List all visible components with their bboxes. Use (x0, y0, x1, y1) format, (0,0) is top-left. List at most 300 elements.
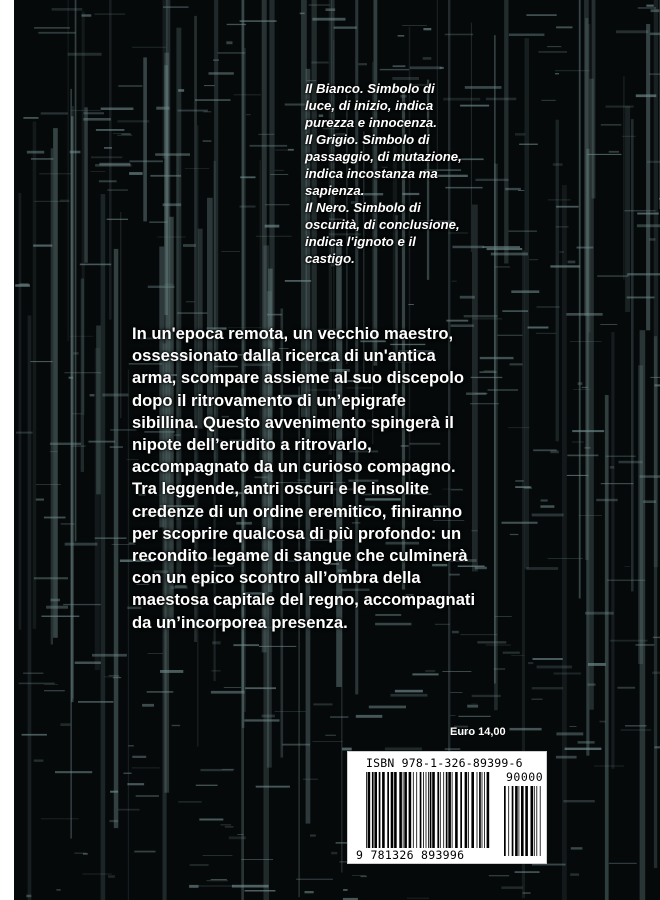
brush-scratch (601, 124, 622, 125)
brush-scratch (571, 847, 583, 849)
brush-scratch (71, 110, 101, 111)
brush-scratch (99, 180, 117, 182)
brush-scratch (132, 767, 160, 768)
brush-strand (269, 0, 274, 363)
brush-scratch (452, 281, 457, 282)
brush-scratch (511, 655, 524, 656)
brush-scratch (588, 683, 596, 685)
brush-scratch (501, 886, 522, 889)
brush-scratch (523, 892, 531, 894)
brush-scratch (610, 640, 648, 642)
brush-scratch (577, 247, 594, 249)
brush-scratch (464, 315, 498, 317)
brush-scratch (240, 206, 256, 208)
barcode-bar (399, 772, 402, 848)
brush-scratch (646, 5, 653, 7)
brush-scratch (113, 677, 121, 678)
brush-scratch (343, 889, 348, 891)
brush-scratch (33, 245, 52, 247)
brush-strand (68, 0, 69, 341)
brush-scratch (102, 394, 128, 397)
brush-scratch (123, 773, 131, 774)
brush-strand (101, 194, 106, 900)
brush-scratch (528, 662, 533, 664)
brush-scratch (556, 732, 583, 735)
brush-scratch (74, 352, 79, 354)
brush-scratch (651, 9, 660, 12)
barcode-bar (416, 772, 417, 848)
brush-scratch (445, 34, 474, 36)
brush-scratch (42, 616, 80, 617)
brush-scratch (511, 290, 539, 293)
barcode-addon-bar (515, 786, 518, 856)
brush-scratch (204, 85, 215, 86)
brush-scratch (95, 537, 127, 539)
brush-scratch (621, 729, 651, 730)
brush-scratch (199, 819, 223, 821)
brush-scratch (55, 771, 92, 773)
brush-scratch (34, 760, 44, 762)
brush-scratch (458, 716, 490, 717)
barcode-bar (372, 772, 374, 848)
price-label: Euro 14,00 (450, 726, 506, 738)
brush-scratch (129, 160, 163, 162)
brush-strand (646, 24, 650, 330)
brush-scratch (565, 748, 602, 750)
barcode-bar (437, 772, 439, 848)
brush-scratch (23, 117, 38, 119)
brush-scratch (600, 721, 606, 723)
brush-scratch (227, 24, 246, 25)
brush-scratch (587, 154, 621, 155)
brush-scratch (503, 652, 520, 654)
synopsis-line: nipote dell’erudito a ritrovarlo, (132, 435, 372, 455)
barcode-bar (382, 772, 385, 848)
brush-scratch (472, 704, 478, 705)
brush-scratch (550, 265, 580, 267)
brush-scratch (51, 599, 61, 602)
brush-scratch (172, 725, 181, 726)
brush-scratch (211, 879, 227, 880)
brush-scratch (285, 280, 311, 282)
brush-scratch (44, 517, 66, 519)
brush-scratch (408, 304, 414, 305)
brush-scratch (63, 604, 101, 605)
brush-scratch (331, 852, 337, 854)
brush-scratch (38, 32, 75, 34)
back-cover (14, 0, 660, 900)
barcode-bar (455, 772, 458, 848)
brush-scratch (31, 361, 53, 362)
quote-line: sapienza. (305, 183, 365, 198)
brush-scratch (258, 134, 274, 135)
brush-scratch (134, 851, 155, 853)
barcode-addon-bar (508, 786, 509, 856)
brush-scratch (75, 662, 101, 665)
brush-scratch (423, 28, 431, 30)
brush-scratch (160, 670, 183, 673)
brush-scratch (83, 853, 88, 855)
barcode-bar (452, 772, 453, 848)
brush-scratch (83, 118, 111, 121)
brush-scratch (107, 190, 128, 191)
brush-scratch (83, 112, 104, 114)
brush-scratch (129, 172, 143, 175)
brush-strand (120, 212, 121, 418)
brush-scratch (538, 52, 567, 53)
brush-scratch (532, 699, 543, 700)
brush-scratch (41, 112, 68, 114)
brush-scratch (163, 7, 189, 8)
brush-scratch (265, 225, 280, 228)
brush-scratch (616, 30, 648, 33)
brush-strand (81, 279, 84, 472)
brush-scratch (282, 744, 310, 746)
brush-scratch (556, 26, 572, 28)
synopsis (132, 323, 652, 634)
brush-scratch (425, 670, 435, 672)
barcode-bar (368, 772, 371, 848)
synopsis-line: Tra leggende, antri oscuri e le insolite (132, 479, 429, 499)
synopsis-line: recondito legame di sangue che culminerà (132, 546, 468, 566)
brush-scratch (118, 120, 150, 122)
quote-line: Il Grigio. Simbolo di (305, 132, 430, 147)
brush-scratch (178, 110, 208, 112)
barcode-bar (426, 772, 427, 848)
brush-strand (51, 148, 53, 644)
brush-scratch (221, 824, 232, 825)
brush-scratch (240, 20, 277, 22)
brush-scratch (56, 889, 60, 890)
brush-strand (109, 0, 112, 320)
brush-scratch (518, 190, 524, 191)
brush-scratch (70, 151, 81, 154)
barcode-bar (465, 772, 468, 848)
brush-scratch (537, 307, 560, 308)
brush-scratch (259, 646, 296, 647)
quote-line: Il Nero. Simbolo di (305, 200, 421, 215)
brush-scratch (211, 691, 245, 694)
brush-scratch (385, 748, 422, 751)
brush-strand (33, 122, 37, 629)
brush-scratch (20, 283, 29, 286)
brush-scratch (303, 779, 318, 780)
brush-scratch (609, 863, 637, 864)
brush-scratch (148, 286, 175, 288)
brush-scratch (117, 135, 132, 136)
brush-scratch (211, 671, 220, 672)
brush-scratch (450, 715, 456, 716)
brush-scratch (118, 809, 139, 811)
brush-scratch (597, 276, 628, 277)
quote-line: castigo. (305, 251, 355, 266)
brush-scratch (311, 62, 328, 64)
brush-scratch (412, 673, 438, 675)
brush-scratch (502, 310, 528, 312)
brush-scratch (568, 261, 576, 264)
brush-scratch (342, 748, 352, 751)
brush-strand (71, 116, 74, 702)
brush-scratch (60, 723, 70, 726)
brush-scratch (128, 745, 134, 746)
brush-scratch (148, 653, 163, 654)
brush-scratch (50, 451, 58, 452)
brush-scratch (265, 204, 289, 205)
brush-scratch (224, 687, 241, 688)
quote-line: indica incostanza ma (305, 166, 438, 181)
brush-scratch (50, 443, 81, 445)
brush-scratch (150, 175, 181, 177)
brush-scratch (34, 201, 69, 202)
barcode-bar (420, 772, 422, 848)
brush-scratch (90, 394, 95, 396)
brush-scratch (622, 136, 636, 137)
brush-scratch (450, 692, 462, 693)
brush-scratch (256, 786, 290, 788)
brush-scratch (467, 705, 478, 708)
brush-scratch (542, 100, 556, 101)
brush-scratch (305, 891, 314, 893)
brush-scratch (555, 73, 559, 74)
brush-scratch (649, 238, 655, 241)
brush-scratch (109, 820, 118, 822)
brush-scratch (636, 644, 655, 645)
brush-scratch (460, 634, 497, 635)
brush-scratch (80, 264, 111, 266)
brush-scratch (155, 153, 190, 156)
brush-scratch (83, 874, 112, 875)
brush-scratch (65, 543, 98, 546)
brush-scratch (82, 14, 92, 16)
brush-scratch (218, 52, 246, 53)
barcode-bar (468, 772, 469, 848)
quote-line: luce, di inizio, indica (305, 98, 434, 113)
brush-scratch (189, 885, 198, 888)
barcode-addon-bar (525, 786, 528, 856)
brush-scratch (446, 320, 468, 322)
brush-scratch (61, 524, 75, 525)
brush-scratch (410, 66, 442, 69)
brush-scratch (233, 644, 259, 646)
synopsis-line: con un epico scontro all’ombra della (132, 568, 421, 588)
brush-scratch (195, 99, 231, 101)
brush-scratch (221, 251, 240, 252)
brush-strand (84, 107, 87, 262)
synopsis-line: da un’incorporea presenza. (132, 612, 348, 632)
isbn-label: ISBN 978-1-326-89399-6 (366, 756, 523, 770)
synopsis-line: maestosa capitale del regno, accompagnati (132, 590, 476, 610)
brush-scratch (110, 447, 123, 448)
brush-scratch (198, 886, 234, 887)
brush-scratch (554, 673, 581, 675)
barcode-bar (440, 772, 441, 848)
brush-scratch (652, 672, 660, 674)
brush-scratch (369, 706, 406, 709)
brush-scratch (245, 687, 276, 689)
barcode-bar (394, 772, 397, 848)
brush-scratch (39, 174, 71, 175)
brush-scratch (190, 865, 209, 866)
barcode-bar (448, 772, 451, 848)
brush-scratch (288, 149, 294, 151)
barcode-bar (479, 772, 481, 848)
brush-scratch (78, 701, 113, 703)
brush-scratch (113, 133, 130, 134)
brush-scratch (647, 161, 660, 163)
brush-strand (96, 326, 101, 495)
brush-scratch (44, 690, 65, 691)
brush-scratch (566, 313, 602, 316)
brush-scratch (578, 741, 595, 744)
brush-scratch (472, 695, 501, 697)
quote-line: Il Bianco. Simbolo di (305, 81, 435, 96)
brush-scratch (95, 164, 131, 167)
brush-strand (143, 57, 147, 221)
brush-scratch (240, 176, 255, 178)
brush-scratch (132, 47, 166, 48)
barcode-bar (391, 772, 394, 848)
brush-scratch (588, 663, 606, 666)
brush-scratch (108, 875, 115, 878)
brush-scratch (312, 18, 345, 21)
brush-scratch (326, 8, 336, 11)
brush-scratch (655, 384, 660, 386)
barcode-bar (430, 772, 432, 848)
synopsis-line: dopo il ritrovamento di un’epigrafe (132, 390, 406, 410)
brush-scratch (310, 835, 316, 837)
brush-scratch (519, 144, 538, 145)
brush-scratch (636, 94, 657, 97)
barcode-bar (460, 772, 462, 848)
brush-scratch (489, 875, 509, 876)
brush-scratch (178, 801, 201, 803)
brush-scratch (262, 715, 275, 718)
synopsis-line: accompagnato da un curioso compagno. (132, 457, 456, 477)
brush-scratch (232, 885, 269, 888)
brush-scratch (203, 855, 233, 856)
brush-scratch (533, 658, 563, 660)
brush-scratch (245, 890, 276, 892)
brush-scratch (649, 73, 660, 75)
brush-scratch (89, 441, 116, 443)
brush-scratch (196, 785, 218, 786)
brush-scratch (515, 871, 540, 873)
barcode-bar (404, 772, 407, 848)
brush-scratch (177, 312, 207, 314)
brush-scratch (650, 33, 660, 36)
brush-scratch (624, 210, 655, 211)
brush-scratch (609, 151, 619, 153)
brush-scratch (529, 260, 538, 261)
brush-scratch (165, 284, 173, 285)
brush-scratch (627, 273, 660, 275)
brush-scratch (101, 108, 134, 111)
brush-scratch (206, 880, 228, 881)
brush-scratch (225, 826, 234, 828)
brush-scratch (313, 703, 332, 705)
brush-strand (28, 315, 32, 900)
brush-scratch (275, 170, 284, 171)
brush-scratch (445, 749, 460, 750)
brush-scratch (250, 145, 288, 147)
brush-scratch (606, 106, 634, 108)
brush-scratch (398, 35, 405, 37)
brush-scratch (246, 114, 251, 115)
brush-scratch (156, 107, 169, 110)
brush-scratch (72, 413, 82, 414)
brush-scratch (563, 800, 594, 802)
brush-scratch (147, 691, 174, 693)
brush-scratch (330, 716, 348, 718)
brush-scratch (395, 690, 423, 693)
brush-scratch (36, 484, 61, 485)
barcode-bar (403, 772, 404, 848)
brush-strand (19, 193, 22, 630)
brush-scratch (186, 301, 195, 302)
brush-scratch (559, 251, 564, 252)
brush-scratch (178, 89, 184, 92)
brush-scratch (163, 203, 182, 206)
barcode-addon-bar (531, 786, 534, 856)
brush-scratch (556, 756, 577, 759)
brush-scratch (92, 654, 127, 657)
brush-scratch (309, 4, 330, 5)
brush-scratch (213, 59, 219, 61)
brush-scratch (110, 791, 118, 793)
barcode-addon-bar (521, 786, 524, 856)
brush-scratch (637, 213, 659, 215)
barcode-bar (477, 772, 478, 848)
brush-scratch (312, 741, 342, 742)
barcode-bar (471, 772, 474, 848)
quote-line: indica l'ignoto e il (305, 234, 416, 249)
brush-scratch (325, 735, 336, 736)
brush-scratch (26, 895, 31, 898)
synopsis-line: sibillina. Questo avvenimento spingerà il (132, 412, 454, 432)
brush-scratch (64, 372, 101, 373)
brush-scratch (212, 641, 220, 644)
barcode-bar (482, 772, 483, 848)
brush-scratch (553, 163, 563, 166)
barcode-bar (409, 772, 412, 848)
barcode-bar (487, 772, 490, 848)
barcode-addon-bar (534, 786, 535, 856)
brush-scratch (638, 7, 656, 9)
brush-scratch (625, 725, 647, 726)
brush-scratch (334, 27, 357, 29)
brush-scratch (91, 171, 106, 172)
brush-scratch (300, 13, 305, 15)
barcode-bar (432, 772, 435, 848)
synopsis-line: ossessionato dalla ricerca di un'antica (132, 346, 436, 366)
brush-scratch (241, 859, 273, 860)
brush-scratch (31, 158, 53, 159)
brush-scratch (107, 219, 128, 220)
brush-scratch (594, 766, 624, 767)
barcode-addon-digits: 90000 (506, 770, 544, 784)
brush-scratch (149, 222, 167, 223)
brush-scratch (96, 129, 125, 131)
barcode-addon-bar (519, 786, 520, 856)
brush-scratch (515, 133, 525, 136)
brush-scratch (142, 704, 154, 707)
brush-scratch (460, 296, 475, 299)
brush-scratch (256, 236, 292, 237)
brush-scratch (16, 432, 33, 434)
brush-scratch (267, 314, 282, 316)
barcode-bar (446, 772, 448, 848)
brush-scratch (526, 14, 556, 16)
